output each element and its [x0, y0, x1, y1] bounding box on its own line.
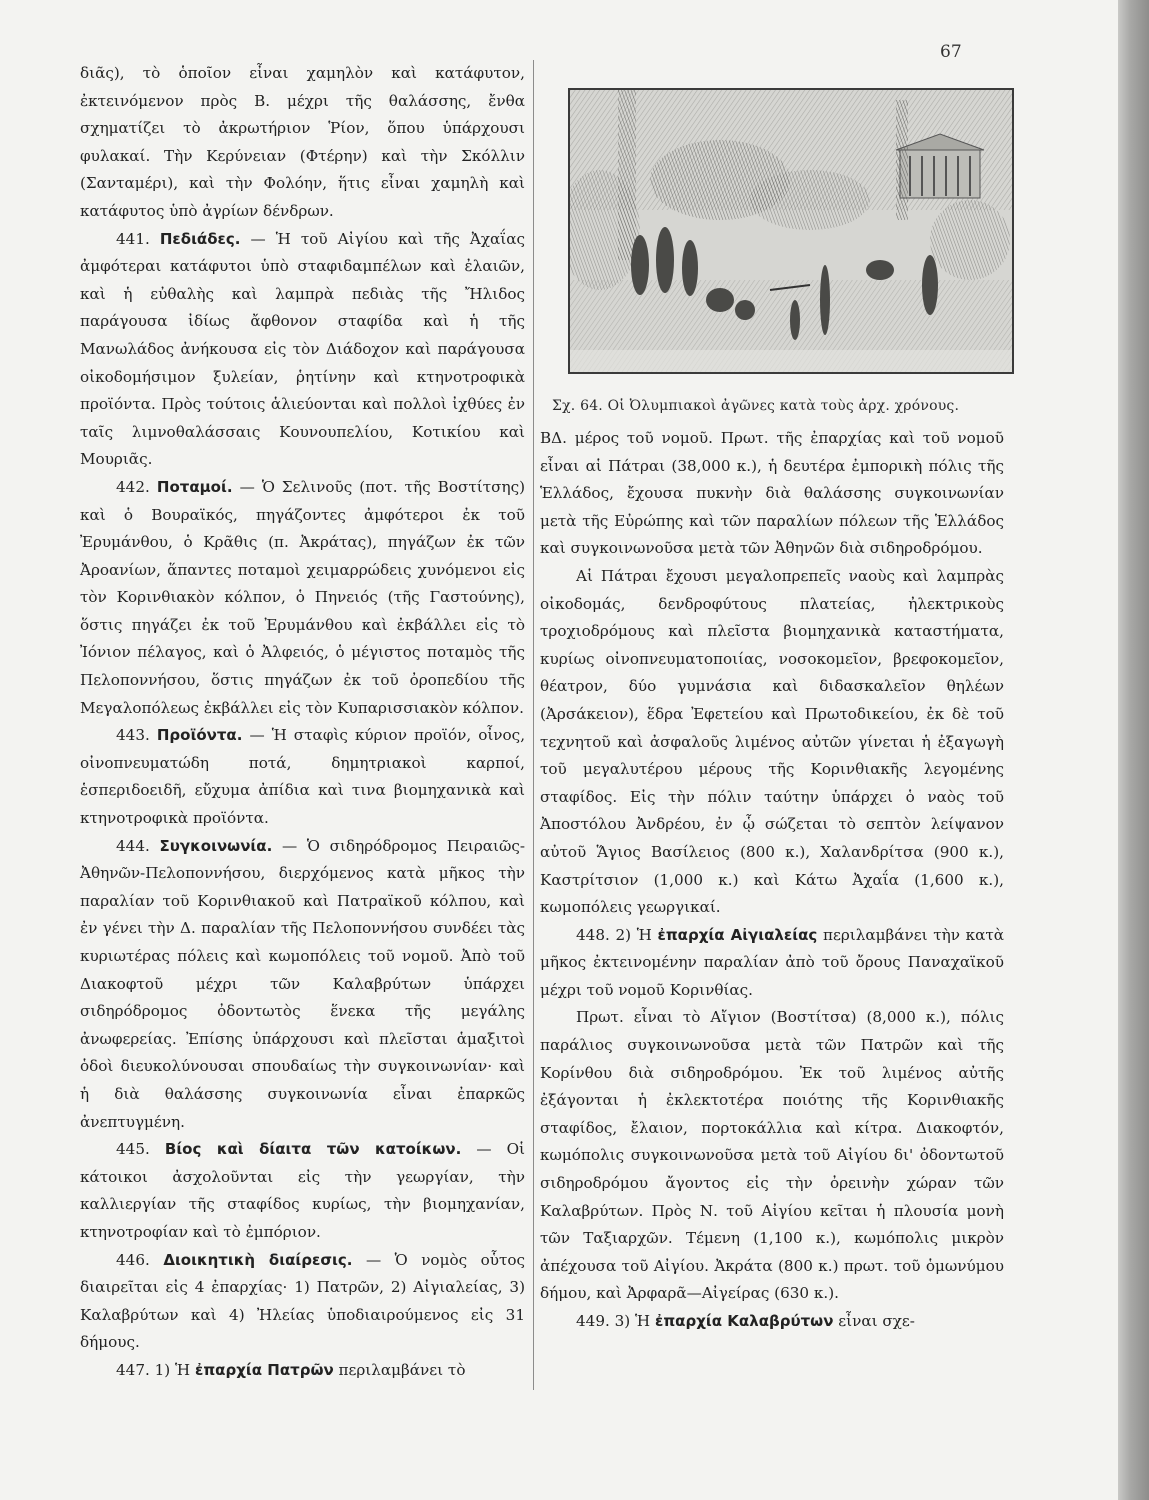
section-441 — [80, 226, 525, 474]
right-column — [540, 425, 1004, 1336]
section-444 — [80, 833, 525, 1137]
section-heading: Πεδιάδες. — [159, 229, 241, 248]
paragraph-continuation: ΒΔ. μέρος τοῦ νομοῦ. Πρωτ. τῆς ἐπαρχίας καὶ τοῦ νομοῦ εἶναι αἱ Πάτραι (38,000 κ.), ἡ δευτέρα ἐμπορικὴ πόλις τῆς Ἑλλάδος, ἔχουσα πυκνὴν διὰ θαλάσσης συγκοινωνίαν μετὰ τῆς Εὐρώπης καὶ τῶν παραλίων πόλεων τῆς Ἑλλάδος καὶ συγκοινωνοῦσα μετὰ τῶν Ἀθηνῶν διὰ σιδηροδρόμου. — [540, 429, 1004, 558]
column-divider — [533, 60, 534, 1390]
section-446 — [80, 1247, 525, 1357]
section-449 — [540, 1308, 1004, 1336]
section-number: 443. — [116, 726, 150, 745]
paragraph-patrai: Αἱ Πάτραι ἔχουσι μεγαλοπρεπεῖς ναοὺς καὶ λαμπρὰς οἰκοδομάς, δενδροφύτους πλατείας, ἠλεκτρικοὺς τροχιοδρόμους καὶ πλεῖστα βιομηχανικὰ καταστήματα, κυρίως οἰνοπνευματοποιίας, νοσοκομεῖον, βρεφοκομεῖον, θέατρον, δύο γυμνάσια καὶ διδασκαλεῖον θηλέων (Ἀρσάκειον), ἕδρα Ἐφετείου καὶ Πρωτοδικείου, ἐκ δὲ τοῦ τεχνητοῦ καὶ ἀσφαλοῦς λιμένος αὐτῶν γίνεται ἡ ἐξαγωγὴ τοῦ μεγαλυτέρου μέρους τῆς Κορινθιακῆς λεγομένης σταφίδος. Εἰς τὴν πόλιν ταύτην ὑπάρχει ὁ ναὸς τοῦ Ἀποστόλου Ἀνδρέου, ἐν ᾧ σώζεται τὸ σεπτὸν λείψανον αὐτοῦ Ἅγιος Βασίλειος (800 κ.), Χαλανδρίτσα (900 κ.), Καστρίτσιον (1,000 κ.) καὶ Κάτω Ἀχαΐα (1,600 κ.), κωμοπόλεις γεωργικαί. — [540, 566, 1004, 917]
section-heading: Ποταμοί. — [156, 477, 233, 496]
section-number: 449. 3) Ἡ — [576, 1312, 651, 1330]
page-number: 67 — [940, 42, 962, 62]
section-number: 441. — [116, 229, 150, 248]
section-heading: Συγκοινωνία. — [159, 836, 273, 855]
section-text: — Ὁ νομὸς οὗτος διαιρεῖται εἰς 4 ἐπαρχίας· 1) Πατρῶν, 2) Αἰγιαλείας, 3) Καλαβρύτων καὶ 4) Ἠλείας ὑποδιαιρούμενος εἰς 31 δήμους. — [80, 1250, 526, 1352]
section-text: περιλαμβάνει τὴν κατὰ μῆκος ἐκτεινομένην παραλίαν ἀπὸ τοῦ ὄρους Παναχαϊκοῦ μέχρι τοῦ νομοῦ Κορινθίας. — [540, 925, 1005, 999]
section-heading: ἐπαρχία Αἰγιαλείας — [657, 925, 818, 944]
section-448 — [540, 922, 1004, 1005]
section-text: — Ὁ Σελινοῦς (ποτ. τῆς Βοστίτσης) καὶ ὁ Βουραϊκός, πηγάζοντες ἀμφότεροι ἐκ τοῦ Ἐρυμάνθου, ὁ Κρᾶθις (π. Ἀκράτας), πηγάζων ἐκ τῶν Ἀροανίων, ἅπαντες ποταμοὶ χειμαρρώδεις χυνόμενοι εἰς τὸν Κορινθιακὸν κόλπον, ὁ Πηνειός (τῆς Γαστούνης), ὅστις πηγάζει ἐκ τοῦ Ἐρυμάνθου καὶ ἐκβάλλει εἰς τὸ Ἰόνιον πέλαγος, καὶ ὁ Ἀλφειός, ὁ μέγιστος ποταμὸς τῆς Πελοποννήσου, ὅστις πηγάζων ἐκ τοῦ ὀροπεδίου τῆς Μεγαλοπόλεως ἐκβάλλει εἰς τὸν Κυπαρισσιακὸν κόλπον. — [80, 477, 526, 717]
section-heading: ἐπαρχία Πατρῶν — [194, 1360, 334, 1379]
section-447 — [80, 1357, 525, 1385]
section-443 — [80, 722, 525, 832]
section-heading: Προϊόντα. — [156, 726, 243, 745]
section-text: — Ἡ τοῦ Αἰγίου καὶ τῆς Ἀχαΐας ἀμφότεραι κατάφυτοι ὑπὸ σταφιδαμπέλων καὶ ἐλαιῶν, καὶ ἡ εὐθαλὴς καὶ λαμπρὰ πεδιὰς τῆς Ἤλιδος παράγουσα ἰδίως ἄφθονον σταφίδα καὶ ἡ τῆς Μανωλάδος ἀνήκουσα εἰς τὸν Διάδοχον καὶ παράγουσα οἰκοδομήσιμον ξυλείαν, ῥητίνην καὶ κτηνοτροφικὰ προϊόντα. Πρὸς τούτοις ἁλιεύονται καὶ πολλοὶ ἰχθύες ἐν ταῖς λιμνοθαλάσσαις Κουνουπελίου, Κοτικίου καὶ Μουριᾶς. — [80, 229, 526, 469]
olympic-games-illustration — [568, 88, 1014, 374]
section-number: 447. 1) Ἡ — [116, 1360, 191, 1379]
engraving-image — [570, 90, 1012, 372]
section-text: εἶναι σχε- — [838, 1312, 915, 1330]
left-column — [80, 60, 525, 1385]
section-text: περιλαμβάνει τὸ — [338, 1360, 466, 1379]
section-number: 442. — [116, 477, 150, 496]
section-text: — Οἱ κάτοικοι ἀσχολοῦνται εἰς τὴν γεωργίαν, τὴν καλλιεργίαν τῆς σταφίδος κυρίως, τὴν βιομηχανίαν, κτηνοτροφίαν καὶ τὸ ἐμπόριον. — [80, 1140, 526, 1241]
section-number: 446. — [116, 1250, 150, 1269]
section-heading: ἐπαρχία Καλαβρύτων — [654, 1312, 834, 1330]
section-heading: Διοικητικὴ διαίρεσις. — [163, 1250, 353, 1269]
section-number: 445. — [116, 1140, 150, 1159]
section-text: — Ἡ σταφὶς κύριον προϊόν, οἶνος, οἰνοπνευματώδη ποτά, δημητριακοὶ καρποί, ἑσπεριδοειδῆ, εὔχυμα ἀπίδια καὶ τινα βιομηχανικὰ καὶ κτηνοτροφικὰ προϊόντα. — [80, 726, 526, 828]
section-442 — [80, 474, 525, 722]
section-heading: Βίος καὶ δίαιτα τῶν κατοίκων. — [164, 1140, 462, 1159]
page-edge — [1118, 0, 1149, 1500]
paragraph-aigion: Πρωτ. εἶναι τὸ Αἴγιον (Βοστίτσα) (8,000 κ.), πόλις παράλιος συγκοινωνοῦσα μετὰ τῶν Πατρῶν καὶ τῆς Κορίνθου διὰ σιδηροδρόμου. Ἐκ τοῦ λιμένος αὐτῆς ἐξάγονται ἡ ἐκλεκτοτέρα ποιότης τῆς Κορινθιακῆς σταφίδος, ἔλαιον, πορτοκάλλια καὶ κίτρα. Διακοφτόν, κωμόπολις συγκοινωνοῦσα μετὰ τοῦ Αἰγίου δι' ὀδοντωτοῦ σιδηροδρόμου ἄγοντος εἰς τὴν ὀρεινὴν χώραν τῶν Καλαβρύτων. Πρὸς Ν. τοῦ Αἰγίου κεῖται ἡ πλουσία μονὴ τῶν Ταξιαρχῶν. Τέμενη (1,100 κ.), κωμόπολις μικρὸν ἀπέχουσα τοῦ Αἰγίου. Ἀκράτα (800 κ.) πρωτ. τοῦ ὁμωνύμου δήμου, καὶ Ἀρφαρᾶ—Αἰγείρας (630 κ.). — [540, 1008, 1004, 1303]
section-text: — Ὁ σιδηρόδρομος Πειραιῶς-Ἀθηνῶν-Πελοποννήσου, διερχόμενος κατὰ μῆκος τὴν παραλίαν τοῦ Κορινθιακοῦ καὶ Πατραϊκοῦ κόλπου, καὶ ἐν γένει τὴν Δ. παραλίαν τῆς Πελοποννήσου συνδέει τὰς κυριωτέρας πόλεις καὶ κωμοπόλεις τοῦ νομοῦ. Ἀπὸ τοῦ Διακοφτοῦ μέχρι τῶν Καλαβρύτων ὑπάρχει σιδηρόδρομος ὀδοντωτὸς ἕνεκα τῆς μεγάλης ἀνωφερείας. Ἐπίσης ὑπάρχουσι καὶ πλεῖσται ἁμαξιτοὶ ὁδοὶ διευκολύνουσαι σπουδαίως τὴν συγκοινωνίαν· καὶ ἡ διὰ θαλάσσης συγκοινωνία εἶναι ἐπαρκῶς ἀνεπτυγμένη. — [80, 836, 525, 1131]
section-number: 448. 2) Ἡ — [576, 925, 652, 944]
paragraph-continuation: διᾶς), τὸ ὁποῖον εἶναι χαμηλὸν καὶ κατάφυτον, ἐκτεινόμενον πρὸς Β. μέχρι τῆς θαλάσσης, ἔνθα σχηματίζει τὸ ἀκρωτήριον Ῥίον, ὅπου ὑπάρχουσι φυλακαί. Τὴν Κερύνειαν (Φτέρην) καὶ τὴν Σκόλλιν (Σανταμέρι), καὶ τὴν Φολόην, ἥτις εἶναι χαμηλὴ καὶ κατάφυτος ὑπὸ ἀγρίων δένδρων. — [80, 64, 525, 220]
section-445 — [80, 1136, 525, 1246]
section-number: 444. — [116, 836, 150, 855]
figure-caption: Σχ. 64. Οἱ Ὀλυμπιακοὶ ἀγῶνες κατὰ τοὺς ἀρχ. χρόνους. — [552, 398, 960, 414]
